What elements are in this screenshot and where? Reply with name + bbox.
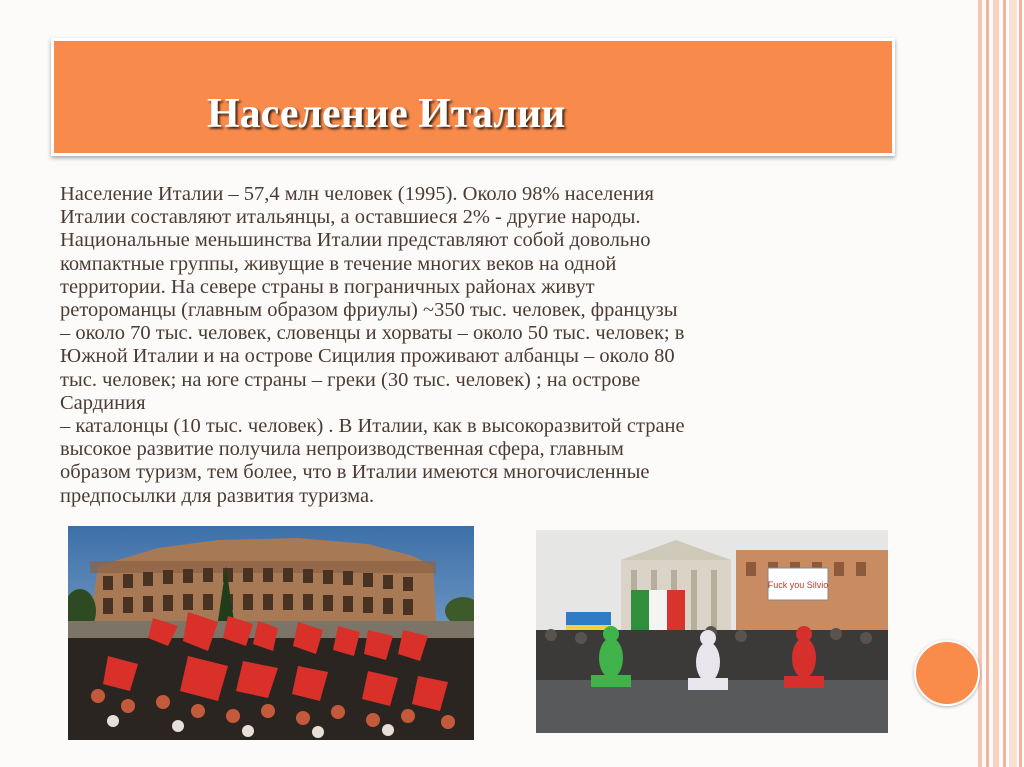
stripe [978, 0, 982, 767]
colosseum-rally-photo [68, 526, 474, 740]
stripe [1003, 0, 1006, 767]
decorative-circle [914, 640, 980, 706]
stripe [1009, 0, 1017, 767]
decorative-stripes [978, 0, 1024, 767]
title-banner [51, 38, 895, 156]
protest-sign-text: Fuck you Silvio [767, 580, 829, 590]
body-text [60, 183, 920, 508]
colosseum-rally-image [68, 526, 474, 740]
slide-title: Население Италии [207, 91, 566, 137]
protest-image [536, 530, 888, 733]
body-paragraph: Население Италии – 57,4 млн человек (1995). Около 98% населения Италии составляют итальянцы, а оставшиеся 2% - другие народы. Национальные меньшинства Италии представляют собой довольно компактные группы, живущие в течение многих веков на одной территории. На севере страны в пограничных районах живут ретороманцы (главным образом фриулы) ~350 тыс. человек, французы – около 70 тыс. человек, словенцы и хорваты – около 50 тыс. человек; в Южной Италии и на острове Сицилия проживают албанцы – около 80 тыс. человек; на юге страны – греки (30 тыс. человек) ; на острове Сардиния – каталонцы (10 тыс. человек) . В Италии, как в высокоразвитой стране высокое развитие получила непроизводственная сфера, главным образом туризм, тем более, что в Италии имеются многочисленные предпосылки для развития туризма. [60, 183, 685, 507]
stripe [986, 0, 989, 767]
stripe [993, 0, 999, 767]
protest-photo [536, 530, 888, 733]
stripe [1019, 0, 1022, 767]
